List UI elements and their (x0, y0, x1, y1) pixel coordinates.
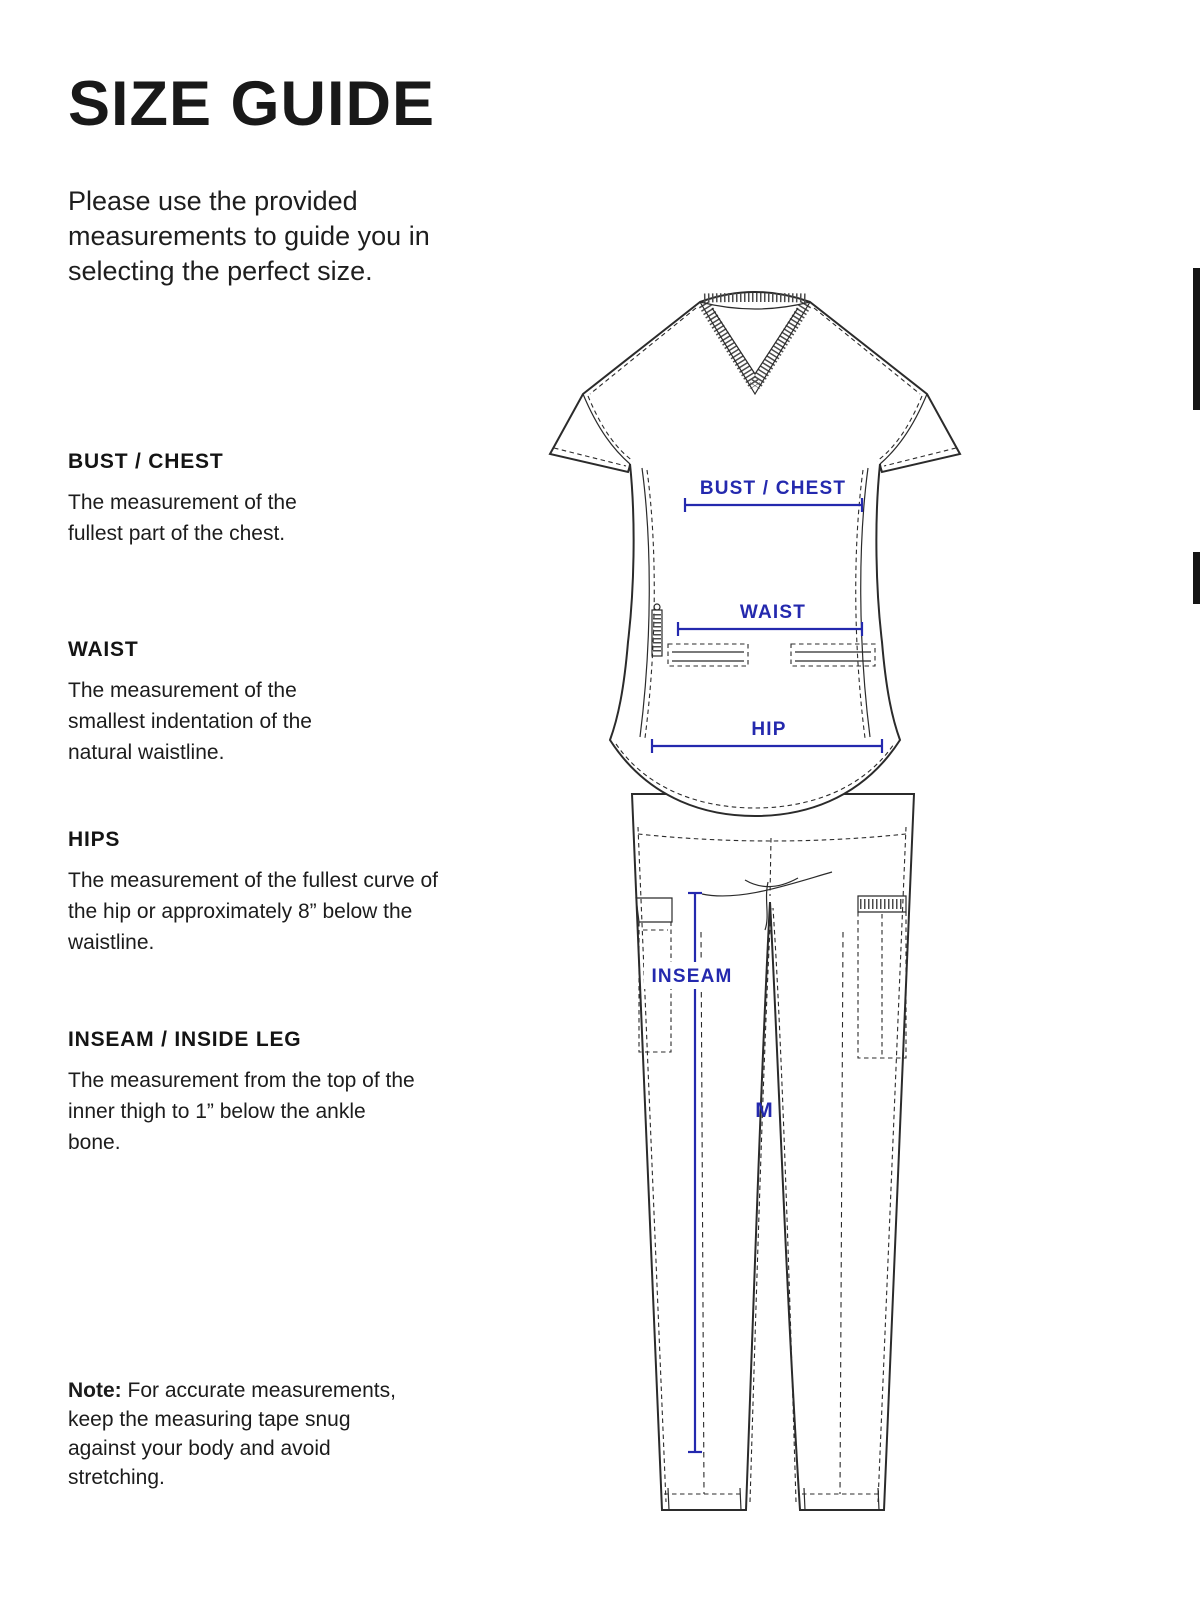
page-title: SIZE GUIDE (68, 69, 436, 139)
garment-measurement-diagram (540, 282, 965, 1527)
right-edge-artifact (1193, 552, 1200, 604)
section-body: The measurement of the fullest curve of the hip or approximately 8” below the waistline. (68, 869, 439, 954)
note-label: Note: (68, 1379, 122, 1402)
section-inseam (68, 1028, 420, 1158)
scrubs-flat-sketch (540, 282, 965, 1527)
waist-label: WAIST (739, 602, 807, 623)
scrub-pants-drawing (632, 794, 914, 1510)
section-bust-chest (68, 450, 356, 549)
section-heading: WAIST (68, 638, 139, 661)
section-heading: INSEAM / INSIDE LEG (68, 1028, 302, 1051)
section-body: The measurement from the top of the inner thigh to 1” below the ankle bone. (68, 1069, 415, 1154)
note-text (68, 1376, 404, 1492)
section-body: The measurement of the smallest indentation of the natural waistline. (68, 679, 312, 764)
note-body: For accurate measurements, keep the measuring tape snug against your body and avoid stretching. (68, 1379, 396, 1489)
hip-label: HIP (751, 719, 787, 740)
inseam-label: INSEAM (651, 966, 733, 987)
right-edge-artifact (1193, 268, 1200, 410)
intro-text: Please use the provided measurements to guide you in selecting the perfect size. (68, 186, 430, 286)
section-hips (68, 828, 438, 958)
size-letter-label: M (755, 1099, 773, 1122)
bust-label: BUST / CHEST (699, 478, 847, 499)
section-heading: HIPS (68, 828, 121, 851)
section-body: The measurement of the fullest part of the chest. (68, 491, 297, 545)
section-waist (68, 638, 360, 768)
section-heading: BUST / CHEST (68, 450, 224, 473)
